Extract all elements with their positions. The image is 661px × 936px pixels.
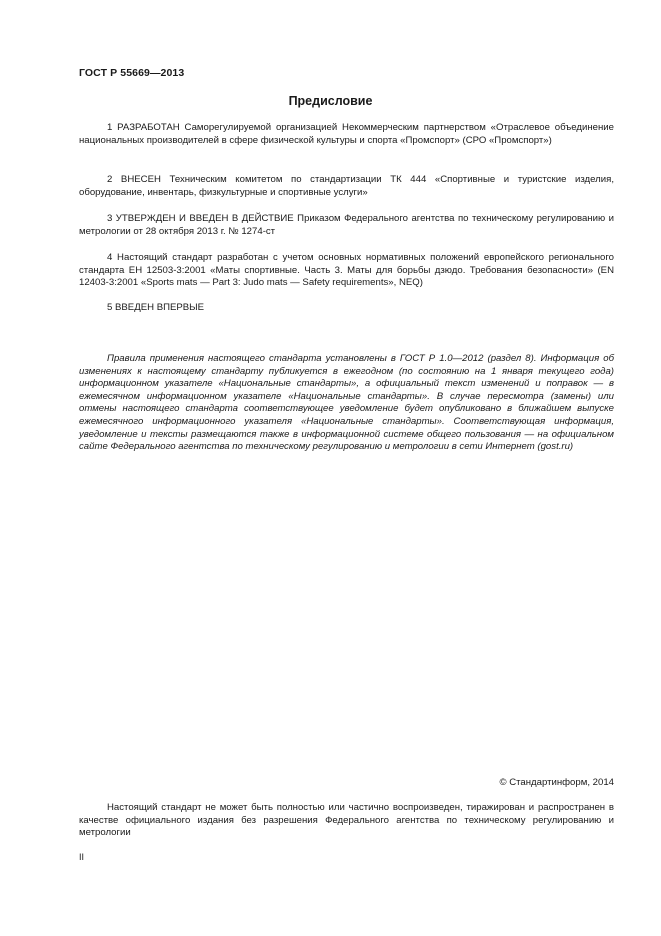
preface-item-5: 5 ВВЕДЕН ВПЕРВЫЕ — [107, 302, 205, 313]
reproduction-notice: Настоящий стандарт не может быть полностью или частично воспроизведен, тиражирован и распространен в качестве официального издания без разрешения Федерального агентства по техническому регулированию и метрологии — [79, 802, 614, 839]
preface-item-1: 1 РАЗРАБОТАН Саморегулируемой организацией Некоммерческим партнерством «Отраслевое объединение национальных производителей в сфере физической культуры и спорта «Промспорт» (СРО «Промспорт») — [79, 122, 614, 146]
preface-item-3: 3 УТВЕРЖДЕН И ВВЕДЕН В ДЕЙСТВИЕ Приказом Федерального агентства по техническому регулированию и метрологии от 28 октября 2013 г. № 1274-ст — [79, 213, 614, 237]
page-title: Предисловие — [288, 94, 373, 108]
copyright: © Стандартинформ, 2014 — [499, 777, 614, 788]
page-number: II — [79, 852, 85, 862]
application-rules-notice: Правила применения настоящего стандарта установлены в ГОСТ Р 1.0—2012 (раздел 8). Информация об изменениях к настоящему стандарту публикуется в ежегодном (по состоянию на 1 января текущего года) информационном указателе «Национальные стандарты», а официальный текст изменений и поправок — в ежемесячном информационном указателе «Национальные стандарты». В случае пересмотра (замены) или отмены настоящего стандарта соответствующее уведомление будет опубликовано в ближайшем выпуске ежемесячного информационного указателя «Национальные стандарты». Соответствующая информация, уведомление и тексты размещаются также в информационной системе общего пользования — на официальном сайте Федерального агентства по техническому регулированию и метрологии в сети Интернет (gost.ru) — [79, 353, 614, 453]
standard-code: ГОСТ Р 55669—2013 — [79, 67, 185, 79]
preface-item-2: 2 ВНЕСЕН Техническим комитетом по стандартизации ТК 444 «Спортивные и туристские изделия, оборудование, инвентарь, физкультурные и спортивные услуги» — [79, 174, 614, 198]
preface-item-4: 4 Настоящий стандарт разработан с учетом основных нормативных положений европейского регионального стандарта ЕН 12503-3:2001 «Маты спортивные. Часть 3. Маты для борьбы дзюдо. Требования безопасности» (EN 12403-3:2001 «Sports mats — Part 3: Judo mats — Safety requirements», NEQ) — [79, 252, 614, 289]
